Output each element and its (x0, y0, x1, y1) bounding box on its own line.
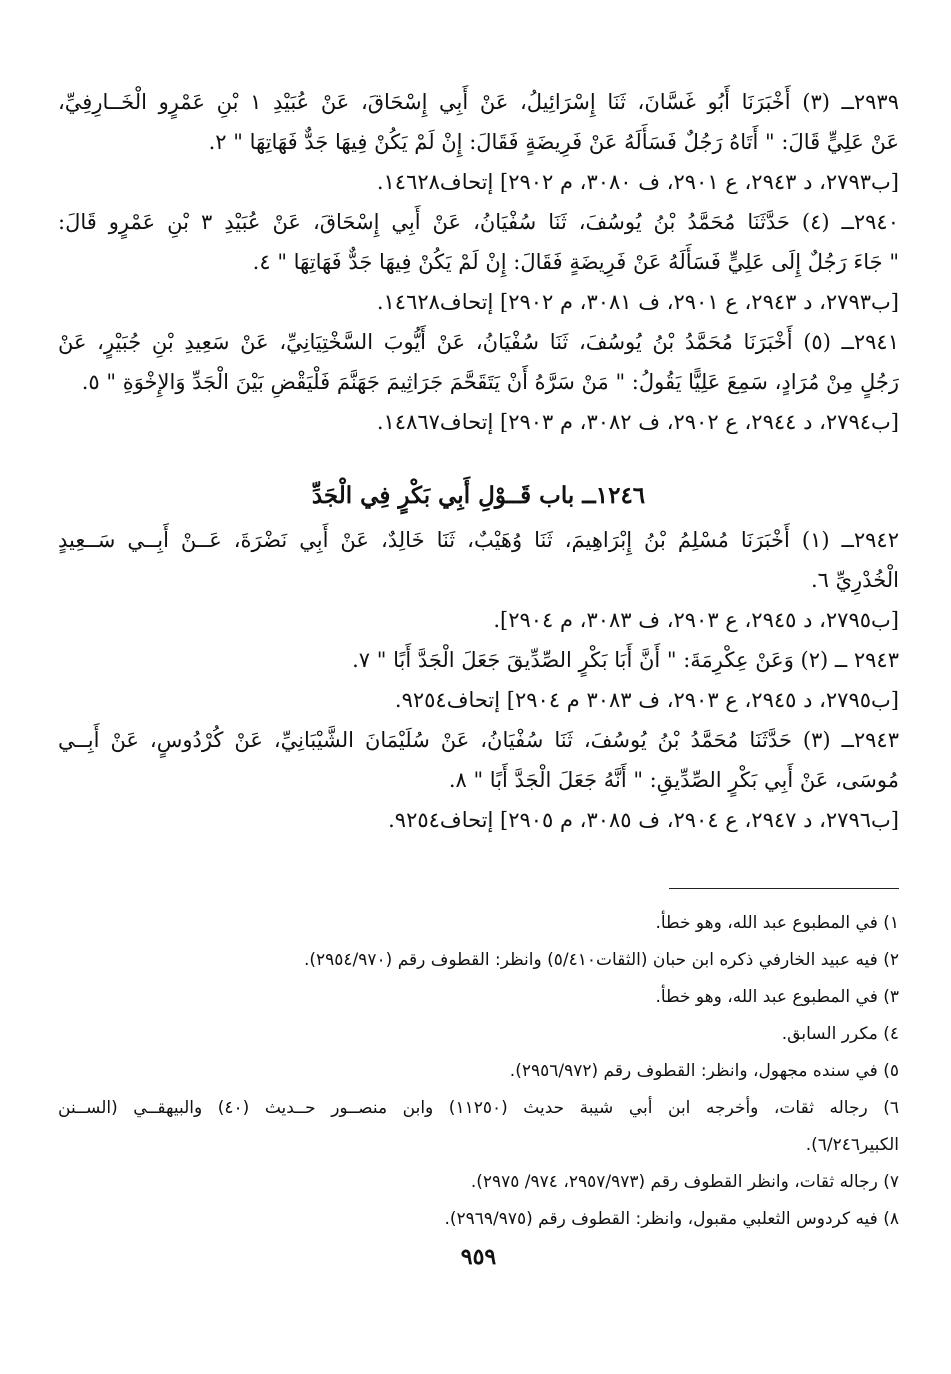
hadith-reference: [ب٢٧٩٣، د ٢٩٤٣، ع ٢٩٠١، ف ٣٠٨٠، م ٢٩٠٢] إتحاف١٤٦٢٨. (376, 170, 899, 194)
footnote-divider (669, 888, 899, 889)
chapter-title: ١٢٤٦ــ باب قَــوْلِ أَبِي بَكْرٍ فِي الْجَدِّ (311, 482, 646, 509)
hadith-text-line: مُوسَى، عَنْ أَبِي بَكْرٍ الصِّدِّيقِ: " أَنَّهُ جَعَلَ الْجَدَّ أَبًا " ٨. (448, 768, 899, 792)
hadith-text-line: ٢٩٤٣ ــ (٢) وَعَنْ عِكْرِمَةَ: " أَنَّ أَبَا بَكْرٍ الصِّدِّيقَ جَعَلَ الْجَدَّ أَبًا " ٧. (352, 648, 899, 672)
footnote: ٦) رجاله ثقات، وأخرجه ابن أبي شيبة حديث (١١٢٥٠) وابن منصــور حــديث (٤٠) والبيهقــي (الســنن (58, 1098, 899, 1118)
hadith-text-line: ٢٩٣٩ــ (٣) أَخْبَرَنَا أَبُو غَسَّانَ، ثَنَا إِسْرَائِيلُ، عَنْ أَبِي إِسْحَاقَ، عَنْ عُبَيْدِ ١ بْنِ عَمْرٍو الْخَــارِفِيِّ، (58, 90, 899, 114)
footnotes (58, 905, 899, 1238)
hadith-reference: [ب٢٧٩٤، د ٢٩٤٤، ع ٢٩٠٢، ف ٣٠٨٢، م ٢٩٠٣] إتحاف١٤٨٦٧. (376, 410, 899, 434)
hadith-text-line: الْخُدْرِيِّ ٦. (810, 568, 899, 592)
hadith-text-line: " جَاءَ رَجُلٌ إِلَى عَلِيٍّ فَسَأَلَهُ عَنْ فَرِيضَةٍ فَقَالَ: إِنْ لَمْ يَكُنْ فِيهَا جَدٌّ فَهَاتِهَا " ٤. (252, 250, 899, 274)
hadith-2940 (58, 202, 899, 322)
hadith-reference: [ب٢٧٩٦، د ٢٩٤٧، ع ٢٩٠٤، ف ٣٠٨٥، م ٢٩٠٥] إتحاف٩٢٥٤. (388, 808, 899, 832)
hadith-text-line: ٢٩٤٢ــ (١) أَخْبَرَنَا مُسْلِمُ بْنُ إِبْرَاهِيمَ، ثَنَا وُهَيْبٌ، ثَنَا خَالِدٌ، عَنْ أَبِي نَضْرَةَ، عَــنْ أَبِــي سَــعِيدٍ (58, 528, 899, 552)
hadith-text-line: ٢٩٤٠ــ (٤) حَدَّثَنَا مُحَمَّدُ بْنُ يُوسُفَ، ثَنَا سُفْيَانُ، عَنْ أَبِي إِسْحَاقَ، عَنْ عُبَيْدِ ٣ بْنِ عَمْرٍو قَالَ: (58, 210, 899, 234)
footnote: ٣) في المطبوع عبد الله، وهو خطأ. (655, 987, 899, 1007)
hadith-text-line: ٢٩٤١ــ (٥) أَخْبَرَنَا مُحَمَّدُ بْنُ يُوسُفَ، ثَنَا سُفْيَانُ، عَنْ أَيُّوبَ السَّخْتِيَانِيِّ، عَنْ سَعِيدِ بْنِ جُبَيْرٍ، عَنْ (58, 330, 899, 354)
footnote: ٨) فيه كردوس الثعلبي مقبول، وانظر: القطوف رقم (٢٩٦٩/٩٧٥). (444, 1209, 899, 1229)
hadith-reference: [ب٢٧٩٥، د ٢٩٤٥، ع ٢٩٠٣، ف ٣٠٨٣، م ٢٩٠٤]. (493, 608, 899, 632)
hadith-2943-ikrimah (58, 640, 899, 720)
hadith-reference: [ب٢٧٩٥، د ٢٩٤٥، ع ٢٩٠٣، ف ٣٠٨٣ م ٢٩٠٤] إتحاف٩٢٥٤. (394, 688, 899, 712)
footnote: ٢) فيه عبيد الخارفي ذكره ابن حبان (الثقات٥/٤١٠) وانظر: القطوف رقم (٢٩٥٤/٩٧٠). (303, 950, 899, 970)
hadith-2943-abu-bakr (58, 720, 899, 840)
footnote: ١) في المطبوع عبد الله، وهو خطأ. (655, 913, 899, 933)
hadith-reference: [ب٢٧٩٣، د ٢٩٤٣، ع ٢٩٠١، ف ٣٠٨١، م ٢٩٠٢] إتحاف١٤٦٢٨. (376, 290, 899, 314)
page-number: ٩٥٩ (460, 1244, 497, 1270)
footnote-continuation: الكبير٦/٢٤٦). (805, 1135, 899, 1155)
hadith-text-line: رَجُلٍ مِنْ مُرَادٍ، سَمِعَ عَلِيًّا يَقُولُ: " مَنْ سَرَّهُ أَنْ يَتَقَحَّمَ جَرَاثِيمَ جَهَنَّمَ فَلْيَقْضِ بَيْنَ الْجَدِّ وَالإِخْوَةِ " ٥. (81, 370, 899, 394)
footnote: ٥) في سنده مجهول، وانظر: القطوف رقم (٢٩٥٦/٩٧٢). (509, 1061, 899, 1081)
hadith-2942 (58, 520, 899, 640)
footnote: ٧) رجاله ثقات، وانظر القطوف رقم (٢٩٥٧/٩٧٣، ٩٧٤/ ٢٩٧٥). (470, 1172, 899, 1192)
hadith-2939 (58, 82, 899, 202)
hadith-2941 (58, 322, 899, 442)
hadith-text-line: ٢٩٤٣ــ (٣) حَدَّثَنَا مُحَمَّدُ بْنُ يُوسُفَ، ثَنَا سُفْيَانُ، عَنْ سُلَيْمَانَ الشَّيْبَانِيِّ، عَنْ كُرْدُوسٍ، عَنْ أَبِــي (58, 728, 899, 752)
footnote: ٤) مكرر السابق. (781, 1024, 899, 1044)
hadith-text-line: عَنْ عَلِيٍّ قَالَ: " أَتَاهُ رَجُلٌ فَسَأَلَهُ عَنْ فَرِيضَةٍ فَقَالَ: إِنْ لَمْ يَكُنْ فِيهَا جَدٌّ فَهَاتِهَا " ٢. (208, 130, 899, 154)
